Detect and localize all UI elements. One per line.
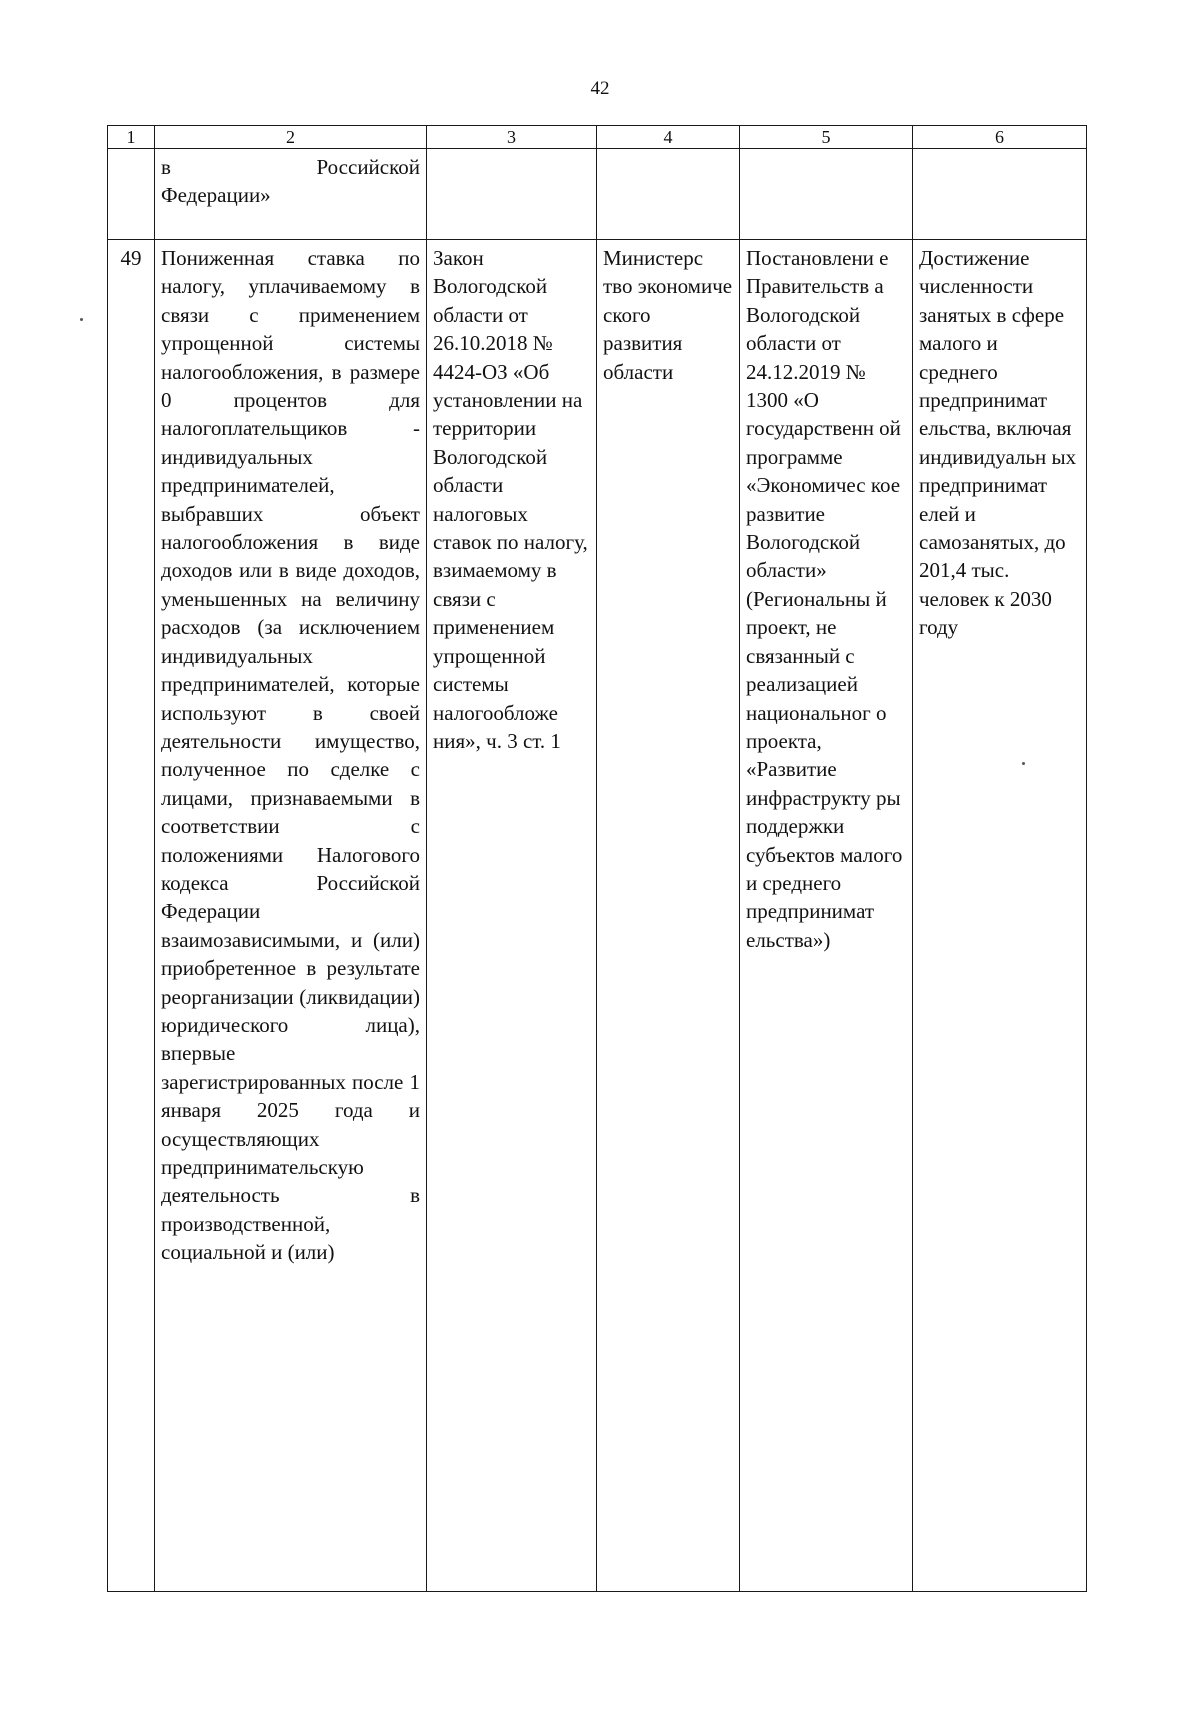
column-header-2: 2 [155,126,427,149]
column-header-6: 6 [913,126,1087,149]
legal-basis-cell: Закон Вологодской области от 26.10.2018 № 4424-ОЗ «Об установлении на территории Вологодской области налоговых ставок по налогу, взимаемому в связи с применением упрощенной системы налогообложе ния», ч. 3 ст. 1 [427,240,597,1592]
continuation-legal-cell [427,149,597,240]
continuation-goal-cell [913,149,1087,240]
column-header-4: 4 [597,126,740,149]
table-row-49 [108,240,1087,1592]
scan-speck [80,318,83,321]
responsible-body-cell: Министерс тво экономиче ского развития области [597,240,740,1592]
continuation-row [108,149,1087,240]
continuation-responsible-cell [597,149,740,240]
page-number: 42 [590,78,610,99]
continuation-description-cell [155,149,427,240]
state-program-cell: Постановлени е Правительств а Вологодской области от 24.12.2019 № 1300 «О государственн ой программе «Экономичес кое развитие Вологодской области» (Региональны й проект, не связанный с реализацией национальног о проекта, «Развитие инфраструкту ры поддержки субъектов малого и среднего предпринимат ельства») [740,240,913,1592]
scan-speck [1022,762,1025,765]
continuation-number-cell [108,149,155,240]
column-header-1: 1 [108,126,155,149]
row-number-cell: 49 [108,240,155,1592]
target-goal-cell: Достижение численности занятых в сфере малого и среднего предпринимат ельства, включая индивидуальн ых предпринимат елей и самозанятых, до 201,4 тыс. человек к 2030 году [913,240,1087,1592]
tax-benefits-table [107,125,1087,1592]
column-header-3: 3 [427,126,597,149]
column-header-5: 5 [740,126,913,149]
column-number-header-row [108,126,1087,149]
continuation-text-line-1: в Российской [161,155,420,179]
benefit-description-cell: Пониженная ставка по налогу, уплачиваемому в связи с применением упрощенной системы налогообложения, в размере 0 процентов для налогоплательщиков - индивидуальных предпринимателей, выбравших объект налогообложения в виде доходов или в виде доходов, уменьшенных на величину расходов (за исключением индивидуальных предпринимателей, которые используют в своей деятельности имущество, полученное по сделке с лицами, признаваемыми в соответствии с положениями Налогового кодекса Российской Федерации взаимозависимыми, и (или) приобретенное в результате реорганизации (ликвидации) юридического лица), впервые зарегистрированных после 1 января 2025 года и осуществляющих предпринимательскую деятельность в производственной, социальной и (или) [155,240,427,1592]
continuation-program-cell [740,149,913,240]
continuation-text-line-2: Федерации» [161,183,271,208]
